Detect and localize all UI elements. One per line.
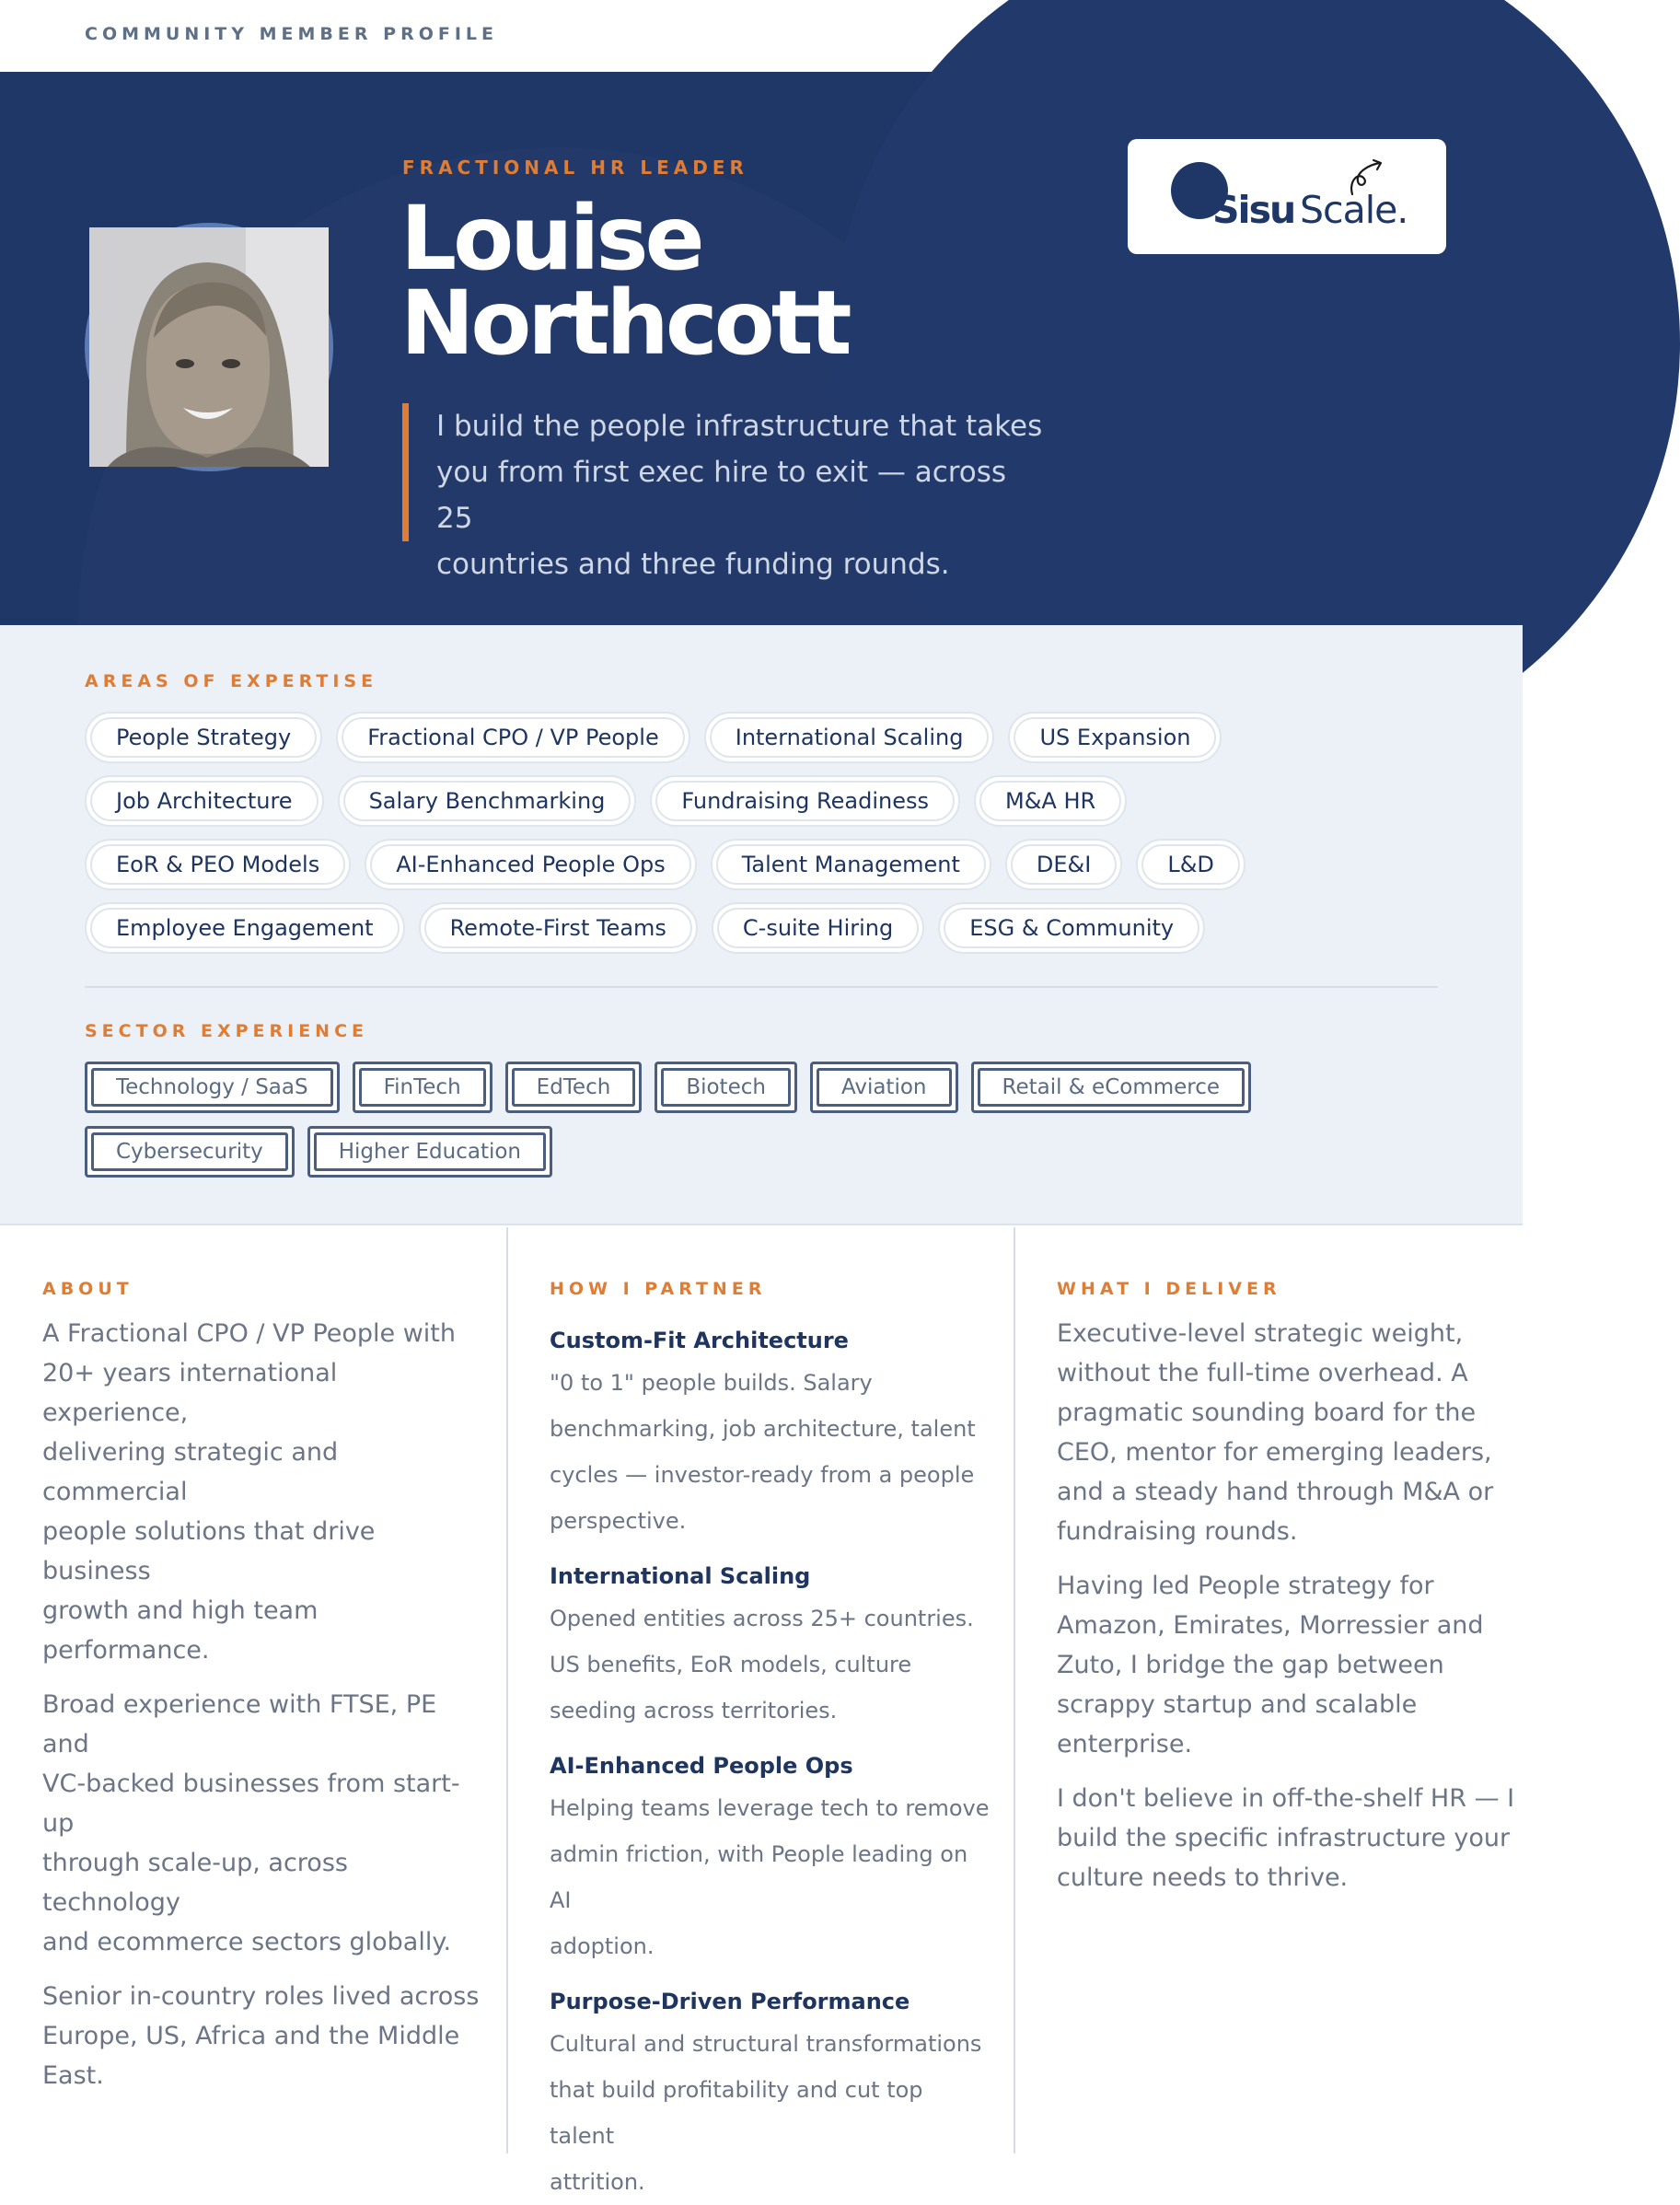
expertise-section [0, 625, 1523, 1225]
partner-item-title: AI-Enhanced People Ops [550, 1753, 853, 1779]
partner-item-title: Purpose-Driven Performance [550, 1989, 910, 2014]
expertise-tag-text: US Expansion [1014, 717, 1216, 758]
about-paragraph-text: delivering strategic and commercial [42, 1438, 339, 1506]
expertise-tag-text: Talent Management [716, 844, 986, 885]
deliver-paragraph-text: Zuto, I bridge the gap between [1057, 1651, 1444, 1679]
partner-item-body-text: Opened entities across 25+ countries. [550, 1606, 974, 1631]
section-divider [85, 986, 1438, 988]
about-paragraph [42, 1685, 484, 1962]
hero-section [0, 72, 1523, 625]
hero-eyebrow: FRACTIONAL HR LEADER [402, 157, 748, 179]
expertise-tag-text: Salary Benchmarking [343, 781, 631, 821]
sector-tag [505, 1062, 643, 1113]
about-paragraph [42, 1977, 484, 2095]
partner-item-title: International Scaling [550, 1563, 811, 1589]
member-first-name: Louise [400, 187, 701, 290]
partner-item-body [550, 1596, 991, 1734]
member-name [400, 187, 971, 375]
member-last-name: Northcott [400, 272, 849, 375]
partner-item-body-text: seeding across territories. [550, 1698, 838, 1723]
logo-wordmark: Scale. [1300, 188, 1408, 232]
sector-tag-text: Retail & eCommerce [978, 1068, 1246, 1107]
expertise-tag [85, 902, 405, 954]
about-paragraph-text: 20+ years international experience, [42, 1359, 338, 1427]
sector-tag-text: FinTech [359, 1068, 486, 1107]
column-divider [506, 1227, 508, 2153]
expertise-tag-text: L&D [1141, 844, 1240, 885]
partner-item-body-text: perspective. [550, 1508, 687, 1534]
expertise-tag-text: EoR & PEO Models [90, 844, 345, 885]
about-paragraph-text: A Fractional CPO / VP People with [42, 1319, 457, 1348]
sector-row [85, 1126, 552, 1178]
deliver-column [1057, 1227, 1517, 2153]
deliver-paragraph-text: fundraising rounds. [1057, 1517, 1298, 1546]
sector-tag-text: Biotech [661, 1068, 791, 1107]
about-paragraph-text: people solutions that drive business [42, 1517, 376, 1585]
expertise-tag-text: Remote-First Teams [424, 908, 692, 948]
partner-item-body [550, 2021, 991, 2205]
quote-line: I build the people infrastructure that takes [436, 410, 1043, 443]
expertise-row [85, 775, 1127, 827]
expertise-tag [712, 902, 924, 954]
sector-tag [307, 1126, 552, 1178]
sector-tag-text: Aviation [817, 1068, 952, 1107]
expertise-tag [974, 775, 1127, 827]
deliver-paragraph [1057, 1779, 1517, 1897]
expertise-tag [650, 775, 960, 827]
expertise-tag-text: Job Architecture [90, 781, 319, 821]
expertise-tag-text: ESG & Community [944, 908, 1199, 948]
deliver-paragraph-text: CEO, mentor for emerging leaders, [1057, 1438, 1492, 1467]
deliver-paragraph-text: culture needs to thrive. [1057, 1863, 1349, 1892]
sector-tag [353, 1062, 492, 1113]
deliver-paragraph [1057, 1314, 1517, 1551]
expertise-tag [365, 839, 696, 890]
partner-item-body-text: admin friction, with People leading on AI [550, 1841, 968, 1913]
expertise-tag [338, 775, 637, 827]
expertise-row [85, 839, 1246, 890]
sector-tag-text: Higher Education [314, 1132, 546, 1171]
about-column [42, 1227, 484, 2153]
expertise-heading: AREAS OF EXPERTISE [85, 671, 378, 691]
deliver-paragraph-text: Having led People strategy for [1057, 1572, 1434, 1600]
sector-tag-text: EdTech [512, 1068, 636, 1107]
hero-quote [402, 403, 1047, 581]
partner-item-body-text: adoption. [550, 1933, 655, 1959]
expertise-tag-text: AI-Enhanced People Ops [370, 844, 690, 885]
deliver-paragraph-text: pragmatic sounding board for the [1057, 1398, 1477, 1427]
expertise-tag [336, 712, 690, 763]
expertise-tag [419, 902, 698, 954]
expertise-tag [1005, 839, 1122, 890]
deliver-paragraph-text: and a steady hand through M&A or [1057, 1478, 1494, 1506]
expertise-tag [1008, 712, 1222, 763]
deliver-paragraph-text: Executive-level strategic weight, [1057, 1319, 1464, 1348]
partner-item-body [550, 1785, 991, 1969]
about-paragraph-text: Broad experience with FTSE, PE and [42, 1690, 437, 1758]
sector-tag [85, 1126, 295, 1178]
deliver-heading: WHAT I DELIVER [1057, 1279, 1281, 1299]
expertise-tag-text: Fractional CPO / VP People [342, 717, 685, 758]
quote-line: countries and three funding rounds. [436, 548, 950, 581]
about-heading: ABOUT [42, 1279, 133, 1299]
about-paragraph-text: through scale-up, across technology [42, 1849, 348, 1917]
partner-item-body [550, 1360, 991, 1544]
sectors-heading: SECTOR EXPERIENCE [85, 1021, 368, 1041]
about-paragraph-text: VC-backed businesses from start-up [42, 1770, 460, 1838]
expertise-tag [938, 902, 1205, 954]
about-paragraph-text: East. [42, 2061, 104, 2090]
deliver-paragraph-text: scrappy startup and scalable [1057, 1690, 1418, 1719]
about-paragraph-text: Europe, US, Africa and the Middle [42, 2022, 460, 2050]
partner-item-body-text: cycles — investor-ready from a people [550, 1462, 975, 1488]
about-paragraph [42, 1314, 484, 1670]
partner-item-body-text: benchmarking, job architecture, talent [550, 1416, 976, 1442]
partner-item-body-text: US benefits, EoR models, culture [550, 1652, 912, 1677]
deliver-paragraph [1057, 1566, 1517, 1764]
logo-wordmark: Sisu [1212, 188, 1295, 232]
sector-tag [85, 1062, 340, 1113]
expertise-row [85, 902, 1205, 954]
deliver-paragraph-text: build the specific infrastructure your [1057, 1824, 1511, 1852]
sector-row [85, 1062, 1251, 1113]
about-paragraph-text: and ecommerce sectors globally. [42, 1928, 452, 1956]
partner-item-body-text: Cultural and structural transformations [550, 2031, 982, 2057]
partner-item-body-text: Helping teams leverage tech to remove [550, 1795, 990, 1821]
expertise-tag-text: People Strategy [90, 717, 317, 758]
deliver-paragraph-text: without the full-time overhead. A [1057, 1359, 1468, 1387]
partner-item-body-text: that build profitability and cut top talent [550, 2077, 923, 2149]
partner-item-body-text: "0 to 1" people builds. Salary [550, 1370, 873, 1396]
deliver-paragraph-text: I don't believe in off-the-shelf HR — I [1057, 1784, 1515, 1813]
expertise-tag [85, 775, 324, 827]
sector-tag [810, 1062, 958, 1113]
sector-tag [971, 1062, 1252, 1113]
expertise-tag [1136, 839, 1246, 890]
about-paragraph-text: growth and high team performance. [42, 1596, 319, 1665]
sector-tag-text: Cybersecurity [91, 1132, 288, 1171]
expertise-tag-text: DE&I [1011, 844, 1117, 885]
deliver-paragraph-text: Amazon, Emirates, Morressier and [1057, 1611, 1484, 1640]
partner-column [550, 1227, 991, 2195]
partner-heading: HOW I PARTNER [550, 1279, 767, 1299]
expertise-tag-text: Fundraising Readiness [655, 781, 955, 821]
company-logo [1128, 139, 1446, 254]
expertise-tag [85, 839, 351, 890]
sector-tag [655, 1062, 797, 1113]
deliver-paragraph-text: enterprise. [1057, 1730, 1193, 1758]
partner-item-title: Custom-Fit Architecture [550, 1328, 849, 1353]
expertise-tag [85, 712, 322, 763]
expertise-row [85, 712, 1222, 763]
sector-tag-text: Technology / SaaS [91, 1068, 333, 1107]
expertise-tag-text: International Scaling [710, 717, 990, 758]
expertise-tag [711, 839, 991, 890]
logo-swirl-icon [1345, 156, 1391, 202]
expertise-tag [704, 712, 995, 763]
expertise-tag-text: M&A HR [979, 781, 1121, 821]
avatar [85, 223, 333, 471]
page-kicker: COMMUNITY MEMBER PROFILE [85, 24, 498, 44]
quote-line: you from first exec hire to exit — across 25 [436, 456, 1007, 535]
about-paragraph-text: Senior in-country roles lived across [42, 1982, 480, 2011]
partner-item-body-text: attrition. [550, 2169, 645, 2195]
expertise-tag-text: Employee Engagement [90, 908, 400, 948]
column-divider [1014, 1227, 1015, 2153]
expertise-tag-text: C-suite Hiring [717, 908, 919, 948]
avatar-photo [89, 227, 329, 467]
